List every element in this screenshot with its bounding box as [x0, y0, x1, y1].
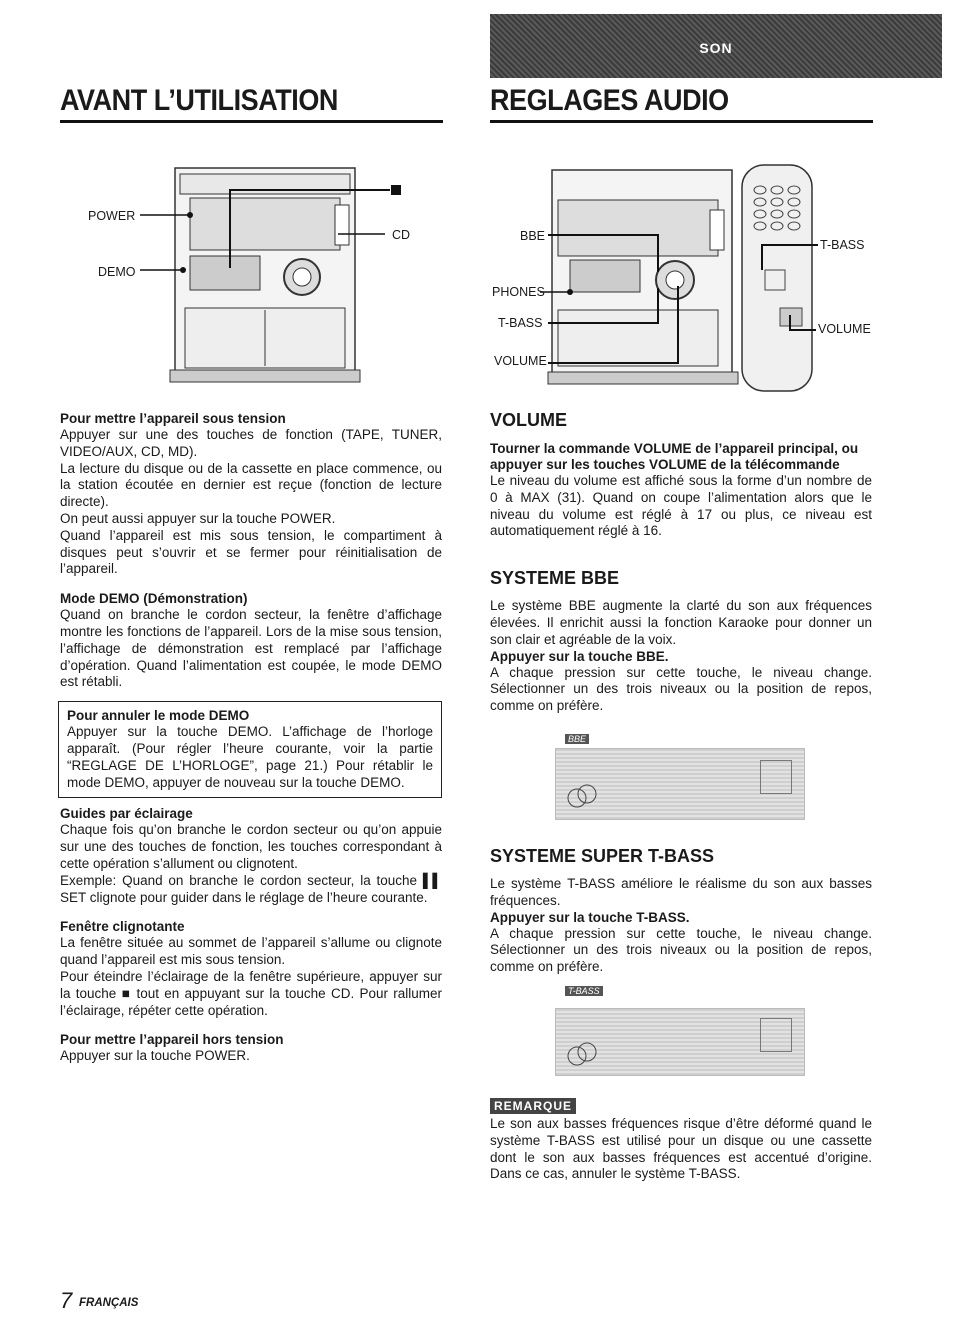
footer-language: FRANÇAIS	[79, 1297, 139, 1309]
right-column	[490, 410, 872, 715]
remarque-label: REMARQUE	[490, 1098, 576, 1114]
volume-callout-label: VOLUME	[494, 354, 547, 368]
demo-mode-text: Quand on branche le cordon secteur, la fenêtre d’affichage montre les fonctions de l’appareil. Lors de la mise sous tension, l’affichage de démonstration est remplacé par l’affichage d’opération. Quand l’alimentation est coupée, le mode DEMO est rétabli.	[60, 607, 442, 690]
tbass-callout-label: T-BASS	[498, 316, 543, 330]
power-off-text: Appuyer sur la touche POWER.	[60, 1048, 250, 1064]
blinking-window-line-2: Pour éteindre l’éclairage de la fenêtre supérieure, appuyer sur la touche ■ tout en appuyant sur la touche CD. Pour rallumer l’éclairage, répéter cette opération.	[60, 968, 442, 1018]
bbe-display-tag: BBE	[565, 734, 589, 744]
right-title-rule	[490, 120, 873, 123]
remarque-text: Le son aux basses fréquences risque d’être déformé quand le système T-BASS est utilisé pour un disque ou une cassette dont le son aux basses fréquences est accentué d’origine. Dans ce cas, annuler le système T-BASS.	[490, 1116, 872, 1182]
stop-callout-label	[404, 178, 405, 179]
demo-callout-label: DEMO	[98, 265, 136, 279]
unit-and-remote-figure	[540, 160, 870, 395]
power-on-line-1: Appuyer sur une des touches de fonction (TAPE, TUNER, VIDEO/AUX, CD, MD).	[60, 427, 442, 459]
bbe-text-2: A chaque pression sur cette touche, le niveau change. Sélectionner un des trois niveaux ou la position de repos, comme on préfère.	[490, 664, 872, 714]
page-number: 7	[60, 1288, 73, 1313]
volume-subheading: Tourner la commande VOLUME de l’appareil principal, ou appuyer sur les touches VOLUME de la télécommande	[490, 441, 859, 472]
cancel-demo-heading: Pour annuler le mode DEMO	[67, 708, 250, 724]
tbass-display-tag: T-BASS	[565, 986, 603, 996]
power-off-heading: Pour mettre l’appareil hors tension	[60, 1032, 284, 1048]
volume-heading: VOLUME	[490, 410, 568, 430]
tbass-section	[490, 846, 872, 976]
bbe-text: Le système BBE augmente la clarté du son aux fréquences élevées. Il enrichit aussi la fonction Karaoke pour donner un son clair et agréable de la voix.	[490, 598, 872, 647]
tbass-text-2: A chaque pression sur cette touche, le niveau change. Sélectionner un des trois niveaux ou la position de repos, comme on préfère.	[490, 925, 872, 975]
demo-mode-heading: Mode DEMO (Démonstration)	[60, 591, 248, 607]
cd-callout-label: CD	[392, 228, 411, 242]
bbe-display-figure	[555, 734, 805, 822]
power-callout-label: POWER	[88, 209, 136, 223]
bbe-subheading: Appuyer sur la touche BBE.	[490, 648, 669, 664]
remote-volume-callout-label: VOLUME	[818, 322, 871, 336]
left-title-rule	[60, 120, 443, 123]
light-guides-heading: Guides par éclairage	[60, 806, 193, 822]
power-on-line-4: Quand l’appareil est mis sous tension, le compartiment à disques peut s’ouvrir et se fermer pour réinitialisation de l’appareil.	[60, 527, 442, 577]
blinking-window-line-1: La fenêtre située au sommet de l’appareil s’allume ou clignote quand l’appareil est mis sous tension.	[60, 935, 442, 968]
bbe-callout-label: BBE	[520, 229, 546, 243]
power-on-heading: Pour mettre l’appareil sous tension	[60, 411, 286, 426]
right-page-title: REGLAGES AUDIO	[490, 84, 729, 117]
remote-tbass-callout-label: T-BASS	[820, 238, 865, 252]
cancel-demo-text: Appuyer sur la touche DEMO. L’affichage de l’horloge apparaît. (Pour régler l’heure courante, voir la partie “REGLAGE DE L’HORLOGE”, page 21.) Pour rétablir le mode DEMO, appuyer de nouveau sur la touche DEMO.	[67, 724, 433, 790]
bbe-heading: SYSTEME BBE	[490, 568, 620, 589]
tbass-subheading: Appuyer sur la touche T-BASS.	[490, 909, 690, 925]
power-on-line-2: La lecture du disque ou de la cassette en place commence, ou la station écoutée en dernier est reçue (fonction de lecture directe).	[60, 460, 442, 510]
left-page-title: AVANT L’UTILISATION	[60, 84, 338, 117]
volume-text: Le niveau du volume est affiché sous la forme d’un nombre de 0 à MAX (31). Quand on coupe l’alimentation alors que le niveau du volume est réglé à 17 ou plus, ce niveau est automatiquement réglé à 16.	[490, 473, 872, 539]
blinking-window-heading: Fenêtre clignotante	[60, 919, 185, 935]
power-on-line-3: On peut aussi appuyer sur la touche POWER.	[60, 510, 336, 526]
light-guides-line-1: Chaque fois qu’on branche le cordon secteur ou qu’on appuie sur une des touches de fonction, les touches correspondant à cette opération s’allument ou clignotent.	[60, 822, 442, 871]
tbass-heading: SYSTEME SUPER T-BASS	[490, 846, 715, 866]
light-guides-line-2: Exemple: Quand on branche le cordon secteur, la touche ▌▌ SET clignote pour guider dans le réglage de l’heure courante.	[60, 872, 442, 905]
tbass-display-figure	[555, 986, 805, 1078]
tbass-text: Le système T-BASS améliore le réalisme du son aux basses fréquences.	[490, 876, 872, 908]
cancel-demo-box	[58, 701, 442, 798]
left-column	[60, 411, 442, 1065]
phones-callout-label: PHONES	[492, 285, 545, 299]
section-banner: SON	[490, 14, 942, 78]
remarque-badge	[490, 1097, 576, 1115]
